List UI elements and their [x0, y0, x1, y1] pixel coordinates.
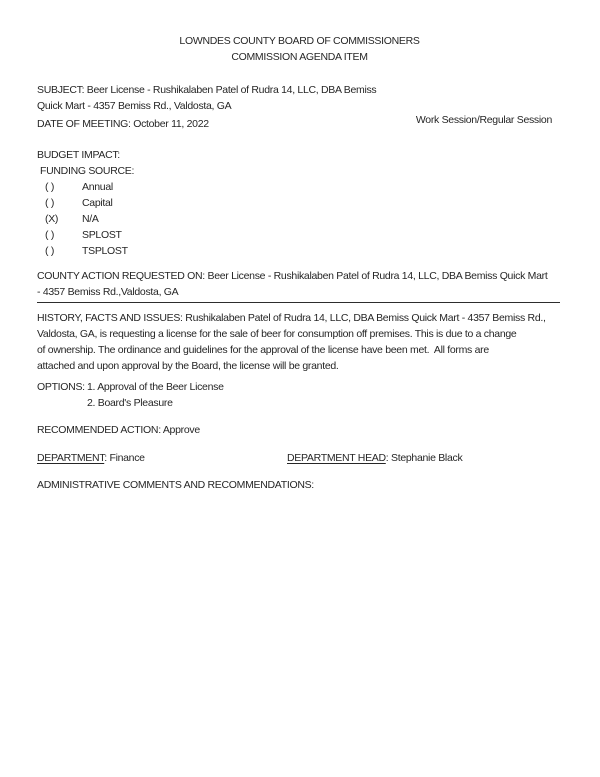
divider-line — [37, 302, 560, 303]
budget-impact-label: BUDGET IMPACT: — [37, 149, 120, 161]
org-title: LOWNDES COUNTY BOARD OF COMMISSIONERS — [179, 35, 420, 47]
department-row — [37, 450, 562, 466]
funding-option-capital — [37, 195, 562, 211]
checkbox-tsplost: ( ) — [45, 245, 55, 257]
subject-line-1: SUBJECT: Beer License - Rushikalaben Patel of Rudra 14, LLC, DBA Bemiss — [37, 84, 377, 96]
county-action-block — [37, 268, 562, 303]
administrative-comments-label: ADMINISTRATIVE COMMENTS AND RECOMMENDATIONS: — [37, 479, 314, 491]
funding-option-splost — [37, 227, 562, 243]
funding-option-annual — [37, 179, 562, 195]
funding-option-na-label: N/A — [82, 213, 99, 225]
department-head-field — [287, 450, 462, 466]
history-line-3: of ownership. The ordinance and guidelines for the approval of the license have been met. All forms are — [37, 344, 489, 356]
checkbox-splost: ( ) — [45, 229, 55, 241]
funding-option-tsplost — [37, 243, 562, 259]
funding-option-na — [37, 211, 562, 227]
option-item-1: 1. Approval of the Beer License — [87, 381, 224, 393]
document-header — [37, 33, 562, 65]
recommended-action: RECOMMENDED ACTION: Approve — [37, 424, 200, 436]
checkbox-na-checked: (X) — [45, 213, 59, 225]
session-type: Work Session/Regular Session — [415, 114, 552, 126]
funding-options-list — [37, 179, 562, 259]
meeting-date: DATE OF MEETING: October 11, 2022 — [37, 118, 209, 130]
department-label: DEPARTMENT — [37, 452, 105, 464]
funding-source-label: FUNDING SOURCE: — [40, 165, 135, 177]
subject-block — [37, 82, 562, 114]
department-field — [37, 450, 287, 466]
history-line-1: HISTORY, FACTS AND ISSUES: Rushikalaben Patel of Rudra 14, LLC, DBA Bemiss Quick Mart - 4357 Bemiss Rd., — [37, 312, 546, 324]
history-line-4: attached and upon approval by the Board, the license will be granted. — [37, 360, 339, 372]
options-items — [87, 379, 224, 411]
county-action-line-2: - 4357 Bemiss Rd.,Valdosta, GA — [37, 286, 179, 298]
budget-impact-block — [37, 147, 562, 259]
funding-option-tsplost-label: TSPLOST — [82, 245, 128, 257]
option-item-2: 2. Board's Pleasure — [87, 397, 173, 409]
checkbox-annual: ( ) — [45, 181, 55, 193]
department-head-value: : Stephanie Black — [385, 452, 463, 464]
options-label: OPTIONS: — [37, 381, 85, 393]
checkbox-capital: ( ) — [45, 197, 55, 209]
funding-option-splost-label: SPLOST — [82, 229, 122, 241]
county-action-line-1: COUNTY ACTION REQUESTED ON: Beer License - Rushikalaben Patel of Rudra 14, LLC, DBA Bemiss Quick Mart — [37, 270, 548, 282]
meeting-date-row — [37, 116, 562, 132]
funding-option-capital-label: Capital — [82, 197, 113, 209]
document-type-title: COMMISSION AGENDA ITEM — [231, 51, 368, 63]
funding-option-annual-label: Annual — [82, 181, 113, 193]
history-facts-block — [37, 310, 562, 374]
department-value: : Finance — [104, 452, 145, 464]
subject-line-2: Quick Mart - 4357 Bemiss Rd., Valdosta, GA — [37, 100, 232, 112]
department-head-label: DEPARTMENT HEAD — [287, 452, 386, 464]
options-block — [37, 379, 562, 411]
history-line-2: Valdosta, GA, is requesting a license for the sale of beer for consumption off premises. This is due to a change — [37, 328, 517, 340]
